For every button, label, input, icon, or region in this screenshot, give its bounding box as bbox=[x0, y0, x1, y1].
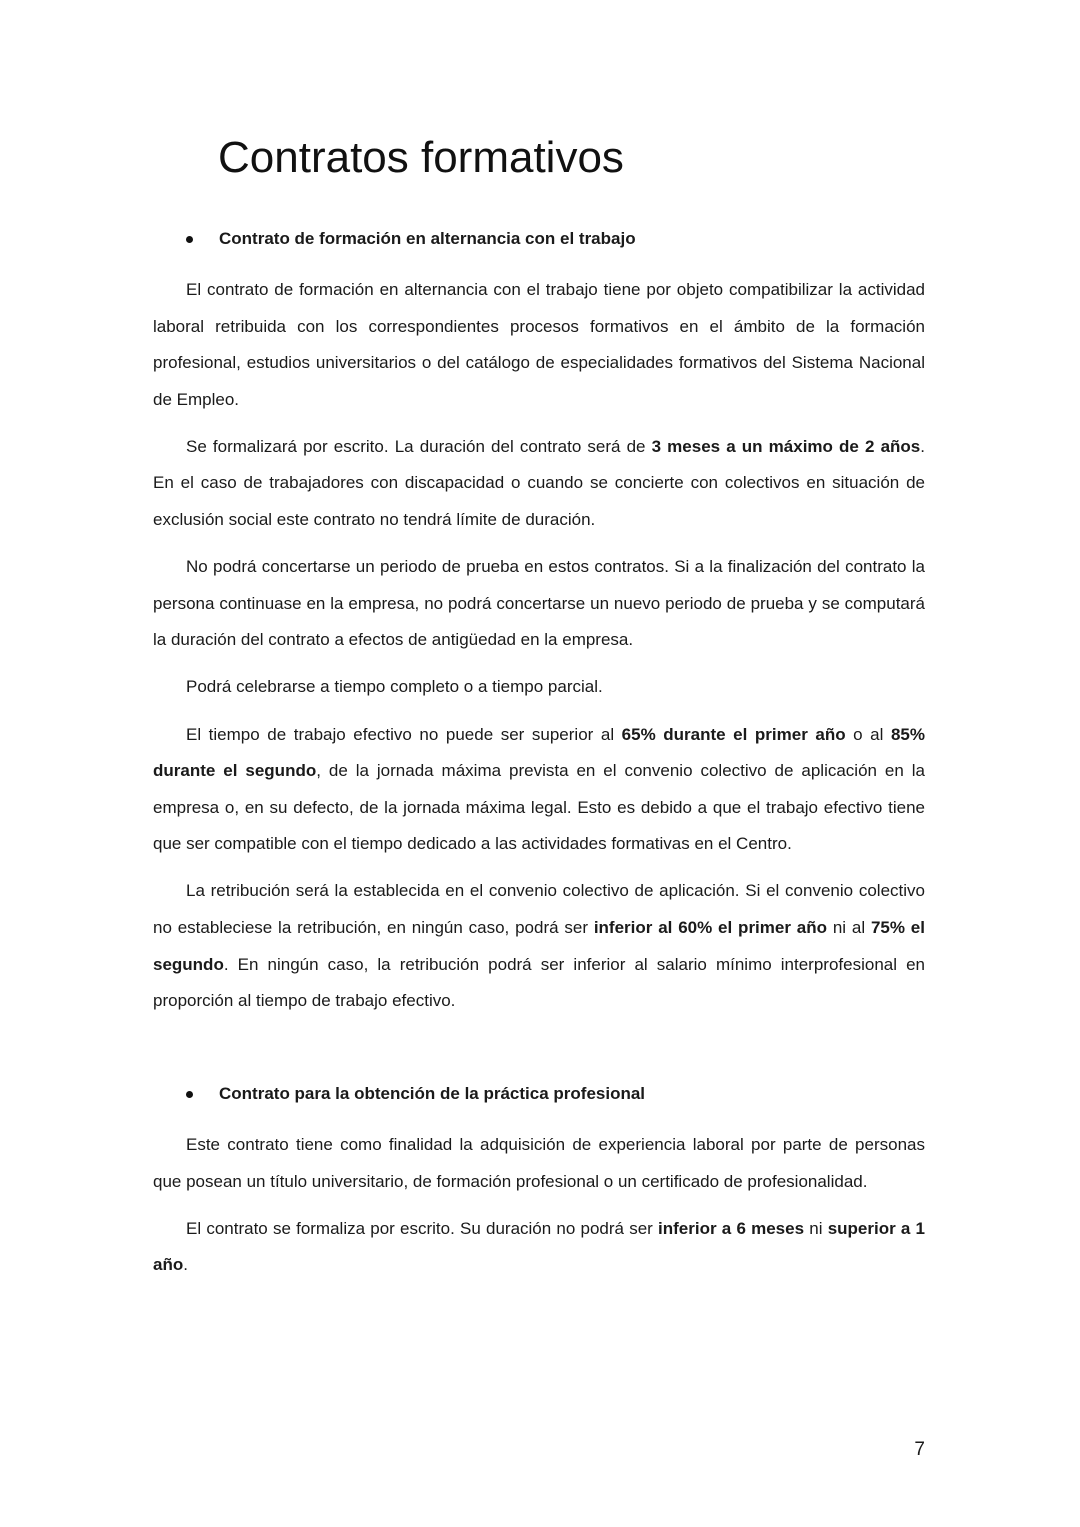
bold-text: 65% durante el primer año bbox=[621, 724, 846, 744]
text-run: Se formalizará por escrito. La duración del contrato será de bbox=[186, 436, 652, 456]
page-number: 7 bbox=[914, 1439, 925, 1460]
text-run: ni al bbox=[827, 918, 871, 937]
section-heading-text: Contrato para la obtención de la práctica profesional bbox=[219, 1084, 646, 1103]
paragraph bbox=[153, 429, 925, 539]
section-body bbox=[153, 272, 925, 1020]
bullet-icon bbox=[186, 1091, 193, 1098]
text-run: ni bbox=[804, 1218, 828, 1238]
text-run: El contrato se formaliza por escrito. Su duración no podrá ser bbox=[186, 1218, 659, 1238]
text-run: El tiempo de trabajo efectivo no puede ser superior al bbox=[186, 724, 622, 744]
paragraph: El contrato de formación en alternancia con el trabajo tiene por objeto compatibilizar la actividad laboral retribuida con los correspondientes procesos formativos en el ámbito de la formación profesional, estudios universitarios o del catálogo de especialidades formativos del Sistema Nacional de Empleo. bbox=[153, 280, 925, 409]
text-run: . bbox=[183, 1255, 188, 1275]
section-heading bbox=[153, 226, 925, 252]
section-heading-text: Contrato de formación en alternancia con el trabajo bbox=[219, 229, 636, 248]
section-heading bbox=[153, 1081, 925, 1107]
section-practica-profesional bbox=[153, 1081, 925, 1284]
paragraph bbox=[153, 717, 925, 863]
text-run: La retribución será la establecida en el convenio colectivo de aplicación. Si el convenio colectivo no estableciese la retribución, en ningún caso, podrá ser bbox=[153, 881, 925, 937]
bold-text: 75% el segundo bbox=[153, 918, 925, 974]
paragraph: No podrá concertarse un periodo de prueba en estos contratos. Si a la finalización del contrato la persona continuase en la empresa, no podrá concertarse un nuevo periodo de prueba y se computará la duración del contrato a efectos de antigüedad en la empresa. bbox=[153, 557, 925, 650]
bold-text: 85% durante el segundo bbox=[153, 724, 925, 781]
bullet-icon bbox=[186, 236, 193, 243]
bold-text: inferior a 6 meses bbox=[658, 1218, 805, 1238]
paragraph bbox=[153, 1211, 925, 1284]
text-run: . En ningún caso, la retribución podrá ser inferior al salario mínimo interprofesional en proporción al tiempo de trabajo efectivo. bbox=[153, 954, 925, 1011]
text-run: , de la jornada máxima prevista en el convenio colectivo de aplicación en la empresa o, en su defecto, de la jornada máxima legal. Esto es debido a que el trabajo efectivo tiene que ser compatible con el tiempo dedicado a las actividades formativas en el Centro. bbox=[153, 761, 926, 854]
paragraph: Este contrato tiene como finalidad la adquisición de experiencia laboral por parte de personas que posean un título universitario, de formación profesional o un certificado de profesionalidad. bbox=[153, 1135, 925, 1191]
section-formacion-alternancia bbox=[153, 226, 925, 1020]
text-run: o al bbox=[845, 724, 891, 744]
bold-text: inferior al 60% el primer año bbox=[593, 918, 828, 937]
text-run: . En el caso de trabajadores con discapacidad o cuando se concierte con colectivos en situación de exclusión social este contrato no tendrá límite de duración. bbox=[153, 436, 925, 530]
page-title: Contratos formativos bbox=[218, 133, 624, 182]
paragraph bbox=[153, 873, 925, 1019]
bold-text: 3 meses a un máximo de 2 años bbox=[651, 436, 921, 456]
paragraph: Podrá celebrarse a tiempo completo o a tiempo parcial. bbox=[186, 677, 603, 697]
bold-text: superior a 1 año bbox=[153, 1218, 926, 1275]
section-body bbox=[153, 1127, 925, 1284]
